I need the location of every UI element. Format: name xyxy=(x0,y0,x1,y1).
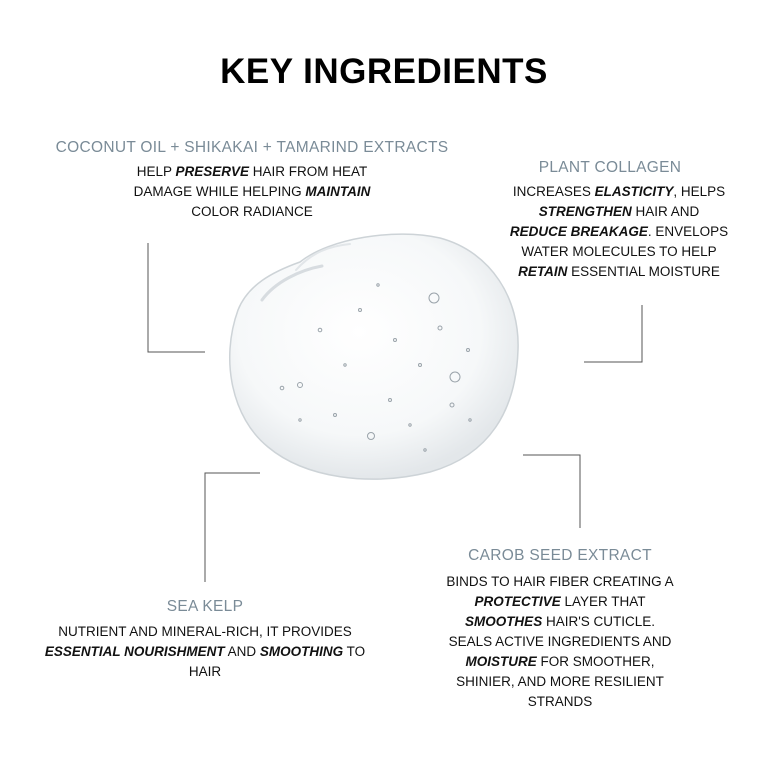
collagen-description: INCREASES ELASTICITY, HELPS STRENGTHEN HAIR AND REDUCE BREAKAGE. ENVELOPS WATER MOLECULES TO HELP RETAIN ESSENTIAL MOISTURE xyxy=(509,184,729,279)
gel-swatch-image xyxy=(230,234,518,479)
coconut-heading: COCONUT OIL + SHIKAKAI + TAMARIND EXTRACTS xyxy=(55,139,449,156)
coconut-description: HELP PRESERVE HAIR FROM HEAT DAMAGE WHILE HELPING MAINTAIN COLOR RADIANCE xyxy=(133,164,371,219)
connector-line-carob xyxy=(523,455,580,528)
sea-kelp-description: NUTRIENT AND MINERAL-RICH, IT PROVIDES ESSENTIAL NOURISHMENT AND SMOOTHING TO HAIR xyxy=(44,624,366,679)
connector-line-kelp xyxy=(205,473,260,582)
sea-kelp-heading: SEA KELP xyxy=(166,598,244,615)
carob-heading: CAROB SEED EXTRACT xyxy=(468,547,652,564)
carob-description: BINDS TO HAIR FIBER CREATING A PROTECTIVE LAYER THAT SMOOTHES HAIR'S CUTICLE. SEALS ACTIVE INGREDIENTS AND MOISTURE FOR SMOOTHER, SHINIER, AND MORE RESILIENT STRANDS xyxy=(446,574,674,709)
connector-line-collagen xyxy=(584,305,642,362)
collagen-heading: PLANT COLLAGEN xyxy=(538,159,682,176)
page-title: KEY INGREDIENTS xyxy=(220,52,548,91)
connector-line-coconut xyxy=(148,243,205,352)
